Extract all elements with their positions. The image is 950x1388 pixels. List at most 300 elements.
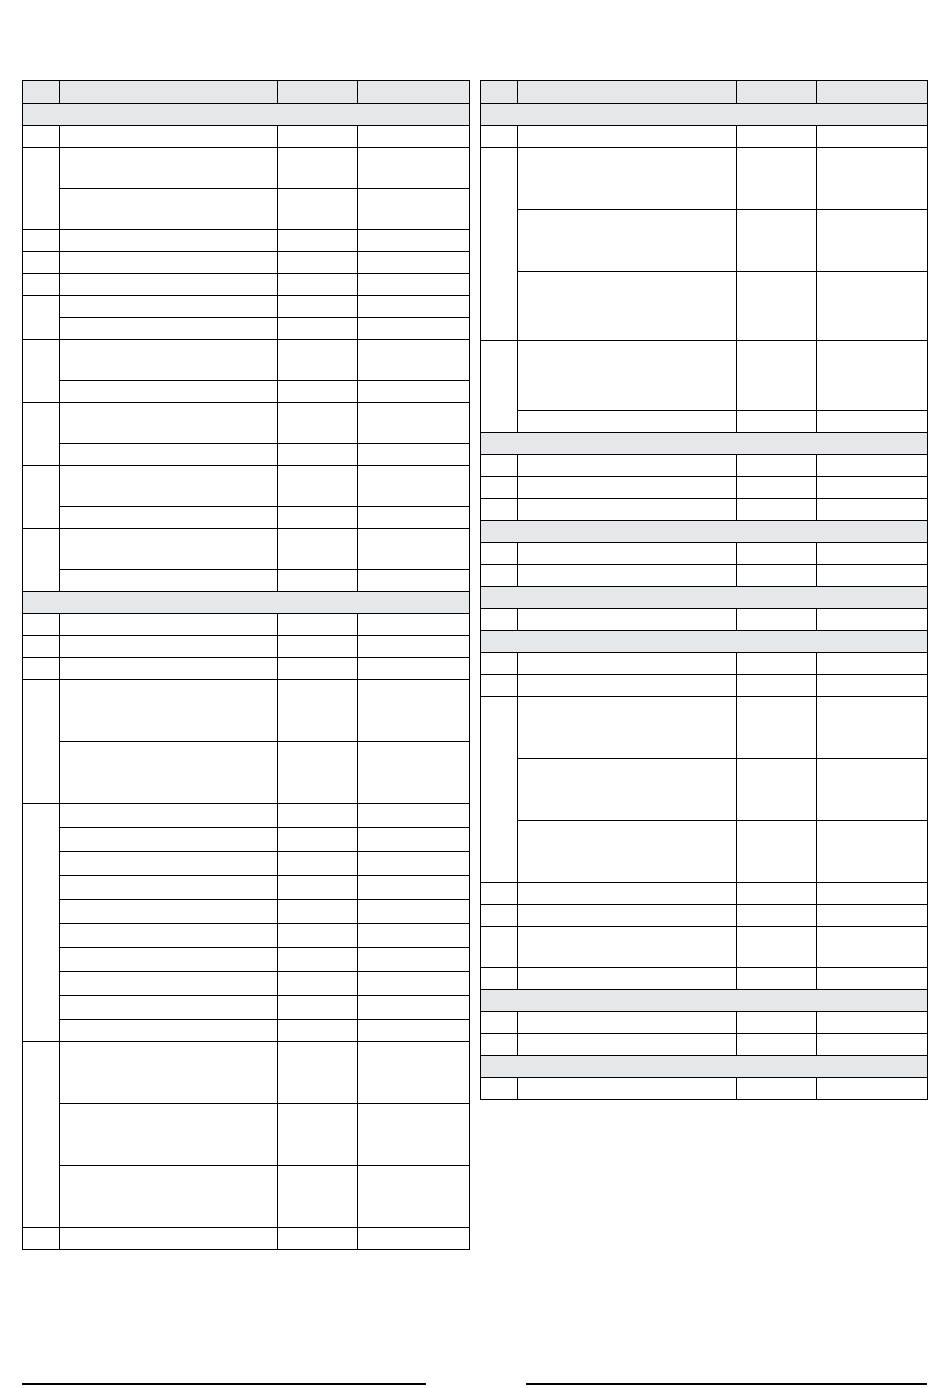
right-table	[480, 80, 928, 1100]
table-row	[23, 680, 470, 742]
table-cell	[518, 1078, 737, 1100]
table-cell	[481, 341, 518, 433]
table-cell	[737, 126, 817, 148]
table-cell	[518, 675, 737, 697]
table-row	[481, 341, 928, 411]
table-cell	[358, 636, 470, 658]
table-cell	[358, 189, 470, 230]
table-row	[481, 968, 928, 990]
table-cell	[278, 658, 358, 680]
table-row	[23, 570, 470, 592]
table-cell	[23, 804, 60, 1042]
header-cell	[358, 81, 470, 104]
section-row	[23, 104, 470, 126]
table-cell	[358, 1042, 470, 1104]
table-cell	[278, 230, 358, 252]
table-row	[23, 828, 470, 852]
table-cell	[817, 455, 928, 477]
table-cell	[737, 272, 817, 341]
table-cell	[23, 614, 60, 636]
table-cell	[358, 570, 470, 592]
section-label	[481, 104, 928, 126]
table-cell	[358, 996, 470, 1020]
table-row	[481, 499, 928, 521]
table-cell	[817, 821, 928, 883]
table-cell	[23, 274, 60, 296]
table-cell	[60, 126, 278, 148]
header-cell	[278, 81, 358, 104]
table-cell	[481, 968, 518, 990]
table-cell	[481, 148, 518, 341]
table-cell	[278, 852, 358, 876]
table-cell	[60, 680, 278, 742]
table-cell	[358, 444, 470, 466]
table-cell	[23, 636, 60, 658]
table-cell	[60, 148, 278, 189]
table-cell	[60, 658, 278, 680]
table-cell	[737, 968, 817, 990]
table-cell	[23, 252, 60, 274]
table-cell	[278, 742, 358, 804]
table-cell	[358, 972, 470, 996]
table-row	[23, 148, 470, 189]
table-cell	[278, 1020, 358, 1042]
table-cell	[60, 1042, 278, 1104]
table-cell	[60, 804, 278, 828]
table-cell	[278, 381, 358, 403]
table-cell	[60, 381, 278, 403]
table-cell	[481, 905, 518, 927]
footer-rule-right	[526, 1383, 927, 1385]
table-cell	[817, 477, 928, 499]
table-cell	[23, 403, 60, 466]
table-header-row	[481, 81, 928, 104]
table-cell	[278, 680, 358, 742]
table-row	[481, 455, 928, 477]
table-row	[23, 900, 470, 924]
table-cell	[737, 565, 817, 587]
table-cell	[278, 507, 358, 529]
table-cell	[60, 189, 278, 230]
table-row	[23, 996, 470, 1020]
table-cell	[23, 296, 60, 340]
table-cell	[817, 543, 928, 565]
table-cell	[278, 318, 358, 340]
table-row	[23, 126, 470, 148]
table-cell	[481, 1012, 518, 1034]
table-row	[23, 1228, 470, 1250]
table-cell	[518, 1034, 737, 1056]
table-cell	[817, 905, 928, 927]
table-row	[481, 883, 928, 905]
table-cell	[23, 340, 60, 403]
table-cell	[817, 968, 928, 990]
table-cell	[358, 296, 470, 318]
table-cell	[737, 883, 817, 905]
table-cell	[481, 927, 518, 968]
table-cell	[60, 252, 278, 274]
table-cell	[278, 403, 358, 444]
table-row	[23, 924, 470, 948]
table-cell	[278, 804, 358, 828]
table-cell	[518, 565, 737, 587]
table-cell	[60, 318, 278, 340]
table-cell	[278, 614, 358, 636]
table-cell	[278, 1104, 358, 1166]
table-cell	[817, 1078, 928, 1100]
table-cell	[358, 658, 470, 680]
section-label	[481, 631, 928, 653]
table-cell	[60, 828, 278, 852]
table-row	[23, 948, 470, 972]
table-cell	[518, 148, 737, 210]
table-cell	[817, 697, 928, 759]
table-cell	[358, 1020, 470, 1042]
section-row	[481, 587, 928, 609]
table-cell	[481, 455, 518, 477]
table-cell	[737, 1012, 817, 1034]
table-cell	[518, 927, 737, 968]
table-cell	[358, 403, 470, 444]
table-row	[481, 821, 928, 883]
table-cell	[737, 759, 817, 821]
table-cell	[737, 1034, 817, 1056]
table-cell	[358, 1166, 470, 1228]
table-cell	[737, 821, 817, 883]
table-cell	[23, 658, 60, 680]
table-cell	[737, 609, 817, 631]
table-cell	[278, 274, 358, 296]
table-row	[481, 905, 928, 927]
table-row	[481, 609, 928, 631]
table-cell	[23, 1042, 60, 1228]
table-row	[481, 1078, 928, 1100]
table-row	[481, 697, 928, 759]
table-cell	[278, 189, 358, 230]
table-cell	[60, 636, 278, 658]
table-cell	[817, 1012, 928, 1034]
table-row	[481, 759, 928, 821]
table-cell	[518, 411, 737, 433]
section-label	[23, 592, 470, 614]
table-cell	[60, 614, 278, 636]
table-cell	[278, 148, 358, 189]
table-cell	[60, 507, 278, 529]
table-cell	[518, 821, 737, 883]
table-cell	[358, 126, 470, 148]
header-cell	[23, 81, 60, 104]
section-row	[481, 990, 928, 1012]
table-row	[23, 296, 470, 318]
table-cell	[358, 900, 470, 924]
table-cell	[737, 499, 817, 521]
table-cell	[278, 636, 358, 658]
table-cell	[60, 900, 278, 924]
table-cell	[481, 675, 518, 697]
table-cell	[817, 609, 928, 631]
table-cell	[23, 466, 60, 529]
table-row	[481, 675, 928, 697]
section-row	[23, 592, 470, 614]
table-cell	[481, 565, 518, 587]
table-cell	[358, 948, 470, 972]
table-cell	[60, 924, 278, 948]
table-cell	[60, 230, 278, 252]
table-cell	[518, 759, 737, 821]
table-cell	[23, 230, 60, 252]
table-row	[23, 252, 470, 274]
header-cell	[518, 81, 737, 104]
table-cell	[358, 924, 470, 948]
table-cell	[278, 876, 358, 900]
table-cell	[817, 927, 928, 968]
table-cell	[737, 697, 817, 759]
table-row	[23, 1020, 470, 1042]
table-cell	[278, 444, 358, 466]
table-row	[23, 318, 470, 340]
table-cell	[481, 1078, 518, 1100]
table-cell	[358, 852, 470, 876]
table-row	[23, 381, 470, 403]
table-row	[481, 1034, 928, 1056]
table-cell	[737, 927, 817, 968]
table-cell	[60, 1166, 278, 1228]
table-cell	[481, 1034, 518, 1056]
table-row	[23, 658, 470, 680]
section-label	[481, 1056, 928, 1078]
table-cell	[60, 948, 278, 972]
table-cell	[518, 1012, 737, 1034]
table-cell	[358, 274, 470, 296]
table-row	[23, 804, 470, 828]
table-cell	[60, 570, 278, 592]
table-cell	[60, 876, 278, 900]
table-cell	[358, 680, 470, 742]
table-cell	[278, 900, 358, 924]
table-cell	[278, 126, 358, 148]
table-cell	[817, 759, 928, 821]
table-row	[481, 653, 928, 675]
table-cell	[817, 341, 928, 411]
table-cell	[60, 403, 278, 444]
table-cell	[278, 1042, 358, 1104]
table-cell	[23, 148, 60, 230]
table-cell	[737, 675, 817, 697]
table-cell	[60, 296, 278, 318]
table-cell	[518, 543, 737, 565]
table-row	[23, 614, 470, 636]
table-cell	[481, 653, 518, 675]
table-row	[481, 126, 928, 148]
section-label	[481, 990, 928, 1012]
table-cell	[518, 210, 737, 272]
table-cell	[358, 529, 470, 570]
table-cell	[278, 296, 358, 318]
table-cell	[518, 697, 737, 759]
table-cell	[817, 1034, 928, 1056]
table-row	[23, 507, 470, 529]
table-cell	[358, 828, 470, 852]
table-cell	[23, 1228, 60, 1250]
footer-rule-left	[22, 1383, 426, 1385]
table-row	[481, 543, 928, 565]
header-cell	[737, 81, 817, 104]
table-cell	[60, 1020, 278, 1042]
table-row	[23, 466, 470, 507]
table-row	[481, 565, 928, 587]
table-cell	[278, 948, 358, 972]
table-row	[481, 411, 928, 433]
table-cell	[817, 126, 928, 148]
table-row	[23, 742, 470, 804]
table-row	[481, 1012, 928, 1034]
table-cell	[60, 1228, 278, 1250]
table-header-row	[23, 81, 470, 104]
table-cell	[737, 543, 817, 565]
table-cell	[518, 968, 737, 990]
table-cell	[481, 499, 518, 521]
table-cell	[278, 924, 358, 948]
table-cell	[817, 883, 928, 905]
section-label	[23, 104, 470, 126]
table-cell	[358, 742, 470, 804]
section-label	[481, 521, 928, 543]
table-cell	[737, 477, 817, 499]
table-cell	[278, 570, 358, 592]
table-cell	[481, 697, 518, 883]
table-row	[23, 636, 470, 658]
table-cell	[737, 905, 817, 927]
table-cell	[60, 996, 278, 1020]
table-cell	[817, 148, 928, 210]
table-row	[23, 529, 470, 570]
table-cell	[358, 381, 470, 403]
table-row	[23, 340, 470, 381]
table-cell	[481, 126, 518, 148]
table-row	[23, 972, 470, 996]
table-row	[23, 230, 470, 252]
section-row	[481, 104, 928, 126]
table-row	[23, 189, 470, 230]
table-cell	[737, 653, 817, 675]
table-cell	[60, 340, 278, 381]
table-cell	[817, 675, 928, 697]
table-row	[23, 1104, 470, 1166]
table-cell	[737, 1078, 817, 1100]
table-cell	[23, 680, 60, 804]
table-cell	[358, 876, 470, 900]
table-cell	[278, 529, 358, 570]
table-cell	[518, 609, 737, 631]
table-cell	[518, 272, 737, 341]
table-cell	[817, 499, 928, 521]
table-cell	[23, 126, 60, 148]
table-cell	[518, 883, 737, 905]
table-cell	[60, 852, 278, 876]
table-cell	[60, 466, 278, 507]
table-cell	[737, 411, 817, 433]
table-cell	[278, 1228, 358, 1250]
section-label	[481, 433, 928, 455]
table-cell	[358, 252, 470, 274]
table-cell	[60, 972, 278, 996]
table-cell	[278, 252, 358, 274]
table-cell	[817, 272, 928, 341]
table-cell	[23, 529, 60, 592]
table-cell	[737, 341, 817, 411]
header-cell	[60, 81, 278, 104]
table-cell	[518, 341, 737, 411]
table-cell	[358, 1104, 470, 1166]
table-cell	[60, 274, 278, 296]
table-row	[481, 148, 928, 210]
section-row	[481, 631, 928, 653]
table-cell	[358, 230, 470, 252]
table-cell	[737, 455, 817, 477]
table-cell	[481, 543, 518, 565]
table-cell	[358, 340, 470, 381]
section-row	[481, 433, 928, 455]
header-cell	[481, 81, 518, 104]
table-row	[23, 403, 470, 444]
table-row	[23, 444, 470, 466]
table-row	[23, 1166, 470, 1228]
table-cell	[481, 609, 518, 631]
table-cell	[518, 455, 737, 477]
table-cell	[358, 614, 470, 636]
table-cell	[358, 804, 470, 828]
table-cell	[817, 565, 928, 587]
table-cell	[518, 905, 737, 927]
table-cell	[518, 653, 737, 675]
table-cell	[817, 653, 928, 675]
table-row	[481, 477, 928, 499]
table-cell	[278, 972, 358, 996]
table-cell	[60, 1104, 278, 1166]
table-cell	[358, 148, 470, 189]
table-cell	[817, 411, 928, 433]
section-label	[481, 587, 928, 609]
table-cell	[278, 466, 358, 507]
table-cell	[518, 499, 737, 521]
table-cell	[358, 466, 470, 507]
table-row	[481, 272, 928, 341]
table-cell	[278, 340, 358, 381]
table-cell	[481, 883, 518, 905]
table-cell	[278, 996, 358, 1020]
table-cell	[481, 477, 518, 499]
table-cell	[518, 477, 737, 499]
table-cell	[737, 210, 817, 272]
table-cell	[358, 1228, 470, 1250]
header-cell	[817, 81, 928, 104]
table-cell	[518, 126, 737, 148]
table-cell	[358, 318, 470, 340]
table-cell	[278, 1166, 358, 1228]
section-row	[481, 1056, 928, 1078]
table-row	[481, 210, 928, 272]
table-cell	[278, 828, 358, 852]
table-cell	[60, 742, 278, 804]
table-cell	[817, 210, 928, 272]
table-row	[23, 274, 470, 296]
table-row	[23, 876, 470, 900]
table-row	[481, 927, 928, 968]
table-row	[23, 1042, 470, 1104]
table-cell	[60, 529, 278, 570]
table-row	[23, 852, 470, 876]
table-cell	[737, 148, 817, 210]
